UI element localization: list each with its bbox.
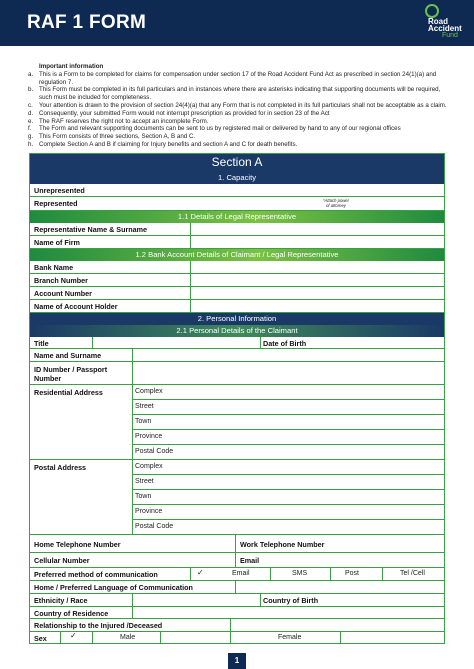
- telephone-row[interactable]: [30, 535, 444, 553]
- firm-name-label: Name of Firm: [34, 238, 80, 247]
- work-phone-label: Work Telephone Number: [240, 540, 325, 549]
- bank-name-row[interactable]: [30, 261, 444, 274]
- name-surname-row[interactable]: [30, 349, 444, 362]
- id-number-row[interactable]: [30, 362, 444, 385]
- logo-text-accident: Accident: [428, 24, 462, 33]
- residential-address-label: Residential Address: [34, 388, 103, 397]
- account-number-label: Account Number: [34, 289, 92, 298]
- personal-details-bar: 2.1 Personal Details of the Claimant: [30, 325, 444, 337]
- info-item: b. This Form must be completed in its full particulars and in instances where there are asterisks indicating that supporting documents will be required, such must be included for completeness.: [28, 86, 441, 102]
- bank-name-label: Bank Name: [34, 263, 74, 272]
- info-item: f. The Form and relevant supporting documents can be sent to us by registered mail or delivered by hand to any of our regional offices: [28, 125, 401, 133]
- info-item: g. This Form consists of three sections, Section A, B and C.: [28, 133, 196, 141]
- pref-comm-label: Preferred method of communication: [34, 570, 158, 579]
- represented-row[interactable]: [30, 197, 444, 211]
- branch-number-label: Branch Number: [34, 276, 88, 285]
- rep-name-label: Representative Name & Surname: [34, 225, 148, 234]
- firm-name-row[interactable]: [30, 236, 444, 249]
- sex-row: [30, 632, 444, 644]
- relationship-row[interactable]: [30, 619, 444, 632]
- sex-option-male[interactable]: Male: [120, 634, 136, 641]
- sex-option-female[interactable]: Female: [278, 634, 302, 641]
- post-complex-field[interactable]: Complex: [132, 460, 444, 475]
- capacity-bar: 1. Capacity: [30, 171, 444, 184]
- attach-poa-note: *Attach power of attorney: [322, 198, 350, 208]
- id-number-label-1: ID Number / Passport: [34, 365, 108, 374]
- legal-rep-bar: 1.1 Details of Legal Representative: [30, 211, 444, 223]
- postal-address-block: [30, 460, 444, 535]
- home-phone-label: Home Telephone Number: [34, 540, 121, 549]
- info-item: h. Complete Section A and B if claiming for Injury benefits and section A and C for death benefits.: [28, 140, 298, 148]
- residential-address-block: [30, 385, 444, 460]
- post-postal-code-field[interactable]: Postal Code: [135, 523, 174, 530]
- branch-number-row[interactable]: [30, 274, 444, 287]
- check-mark-icon: ✓: [197, 568, 204, 577]
- relationship-label: Relationship to the Injured /Deceased: [34, 621, 163, 630]
- dob-label: Date of Birth: [263, 339, 307, 348]
- logo-text-fund: Fund: [442, 32, 458, 39]
- cellular-email-row[interactable]: [30, 553, 444, 568]
- name-surname-label: Name and Surname: [34, 351, 102, 360]
- title-label: Title: [34, 339, 49, 348]
- page-number: 1: [228, 653, 246, 669]
- res-postal-code-field[interactable]: Postal Code: [135, 448, 174, 455]
- title-dob-row[interactable]: [30, 337, 444, 349]
- represented-label: Represented: [34, 199, 78, 208]
- post-town-field[interactable]: Town: [132, 490, 444, 505]
- rep-name-row[interactable]: [30, 223, 444, 236]
- logo-text-road: Road: [428, 17, 448, 26]
- info-item: d. Consequently, your submitted Form would not interrupt prescription as provided for in section 23 of the Act: [28, 109, 330, 117]
- important-information: [28, 63, 453, 149]
- bank-details-bar: 1.2 Bank Account Details of Claimant / Legal Representative: [30, 249, 444, 261]
- personal-info-bar: 2. Personal Information: [30, 313, 444, 325]
- res-province-field[interactable]: Province: [132, 430, 444, 445]
- country-residence-row[interactable]: [30, 607, 444, 619]
- info-item: c. Your attention is drawn to the provision of section 24(4)(a) that any Form that is not completed in its full particulars shall not be acceptable as a claim.: [28, 101, 447, 109]
- unrepresented-row[interactable]: [30, 184, 444, 197]
- logo-swirl-icon: [425, 4, 439, 18]
- account-holder-label: Name of Account Holder: [34, 302, 118, 311]
- postal-address-label: Postal Address: [34, 463, 87, 472]
- cellular-label: Cellular Number: [34, 556, 90, 565]
- country-birth-label: Country of Birth: [263, 596, 319, 605]
- res-street-field[interactable]: Street: [132, 400, 444, 415]
- country-residence-label: Country of Residence: [34, 609, 109, 618]
- info-item: e. The RAF reserves the right not to accept an incomplete Form.: [28, 117, 209, 125]
- post-street-field[interactable]: Street: [132, 475, 444, 490]
- page-header: [0, 0, 474, 46]
- id-number-label-2: Number: [34, 374, 62, 383]
- pref-comm-row: [30, 568, 444, 581]
- comm-option-email[interactable]: Email: [232, 570, 250, 577]
- post-province-field[interactable]: Province: [132, 505, 444, 520]
- ethnicity-row[interactable]: [30, 594, 444, 607]
- email-label: Email: [240, 556, 260, 565]
- comm-option-tel-cell[interactable]: Tel /Cell: [400, 570, 425, 577]
- sex-label: Sex: [34, 634, 47, 643]
- res-complex-field[interactable]: Complex: [132, 385, 444, 400]
- comm-option-sms[interactable]: SMS: [292, 570, 308, 577]
- home-language-row[interactable]: [30, 581, 444, 594]
- comm-option-post[interactable]: Post: [345, 570, 360, 577]
- unrepresented-label: Unrepresented: [34, 186, 85, 195]
- home-language-label: Home / Preferred Language of Communication: [34, 583, 193, 592]
- info-item: a. This is a Form to be completed for claims for compensation under section 17 of the Road Accident Fund Act as prescribed in section 24(1)(a) and regulation 7.: [28, 70, 437, 86]
- check-mark-icon: ✓: [70, 631, 77, 640]
- section-a-form: [29, 153, 445, 644]
- ethnicity-label: Ethnicity / Race: [34, 596, 88, 605]
- res-town-field[interactable]: Town: [132, 415, 444, 430]
- account-number-row[interactable]: [30, 287, 444, 300]
- info-heading: Important information: [39, 63, 104, 70]
- section-title: Section A: [30, 154, 444, 171]
- account-holder-row[interactable]: [30, 300, 444, 313]
- page-title: RAF 1 FORM: [27, 12, 147, 33]
- raf-logo: [418, 4, 462, 42]
